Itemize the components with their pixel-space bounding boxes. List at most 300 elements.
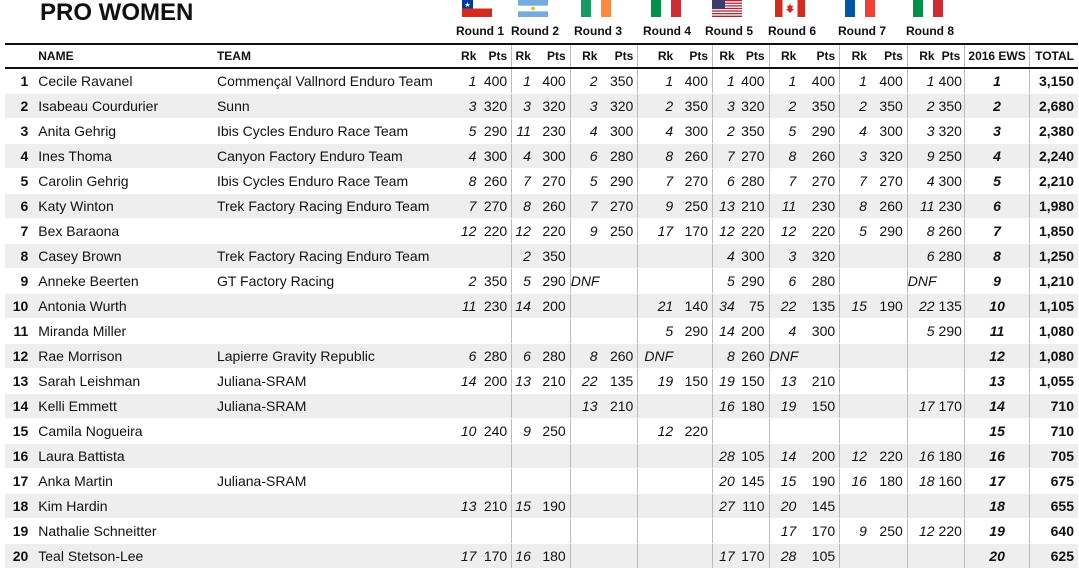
ews-rank-cell: 20	[965, 544, 1030, 569]
round-points-cell	[677, 469, 712, 494]
round-rank-cell	[907, 344, 938, 369]
ews-rank-cell: 1	[965, 68, 1030, 94]
round-rank-cell: 7	[457, 194, 480, 219]
table-row	[5, 244, 1078, 269]
round-points-cell: 170	[739, 544, 769, 569]
round-rank-cell	[457, 244, 480, 269]
round-rank-cell: 17	[457, 544, 480, 569]
round-rank-cell: 2	[769, 94, 800, 119]
round-rank-cell: DNF	[907, 269, 938, 294]
round-rank-cell	[570, 319, 601, 344]
round-rank-cell: 20	[769, 494, 800, 519]
round-rank-cell: 2	[457, 269, 480, 294]
round-points-cell: 140	[677, 294, 712, 319]
ews-header: 2016 EWS	[965, 44, 1030, 68]
round-rank-cell: 28	[713, 444, 739, 469]
round-label: Round 6	[768, 24, 816, 38]
round-points-cell: 280	[739, 169, 769, 194]
rider-name-cell: Teal Stetson-Lee	[34, 544, 217, 569]
round-rank-cell	[638, 519, 677, 544]
round-rank-cell: 17	[907, 394, 938, 419]
table-row	[5, 94, 1078, 119]
total-points-cell: 2,240	[1029, 144, 1078, 169]
ews-rank-cell: 3	[965, 119, 1030, 144]
round-rank-cell	[638, 469, 677, 494]
round-rank-cell: 6	[907, 244, 938, 269]
round-rank-cell: 3	[512, 94, 535, 119]
position-cell: 12	[5, 344, 34, 369]
round-points-cell: 270	[739, 144, 769, 169]
rider-name-cell: Anita Gehrig	[34, 119, 217, 144]
round-label: Round 5	[705, 24, 753, 38]
round-rank-cell: 3	[907, 119, 938, 144]
team-cell	[217, 319, 457, 344]
ews-rank-cell: 8	[965, 244, 1030, 269]
round-points-cell	[739, 519, 769, 544]
round-points-cell	[939, 369, 965, 394]
round-points-cell: 400	[939, 68, 965, 94]
table-row	[5, 68, 1078, 94]
position-cell: 9	[5, 269, 34, 294]
round-points-cell: 250	[871, 519, 907, 544]
round-rank-cell: 8	[840, 194, 871, 219]
france-flag-icon	[845, 0, 875, 17]
round-rank-cell: 7	[769, 169, 800, 194]
round-points-cell	[601, 494, 637, 519]
round-points-cell: 300	[739, 244, 769, 269]
round-points-cell: 350	[739, 119, 769, 144]
round-points-cell: 145	[739, 469, 769, 494]
round-rank-cell: 27	[713, 494, 739, 519]
round-rank-cell: 13	[570, 394, 601, 419]
round-rank-cell	[570, 469, 601, 494]
round-points-cell: 270	[871, 169, 907, 194]
round-rank-cell	[457, 394, 480, 419]
team-cell: Ibis Cycles Enduro Race Team	[217, 119, 457, 144]
position-cell: 2	[5, 94, 34, 119]
round-rank-cell: 21	[638, 294, 677, 319]
round-points-cell: 110	[739, 494, 769, 519]
round-rank-cell	[570, 519, 601, 544]
rk-header: Rk	[638, 44, 677, 68]
round-points-cell	[871, 319, 907, 344]
round-rank-cell: 5	[769, 119, 800, 144]
team-cell: Trek Factory Racing Enduro Team	[217, 244, 457, 269]
round-rank-cell: DNF	[769, 344, 800, 369]
round-rank-cell: 12	[457, 219, 480, 244]
round-points-cell: 190	[800, 469, 839, 494]
round-rank-cell: 3	[769, 244, 800, 269]
round-points-cell: 300	[601, 119, 637, 144]
total-points-cell: 2,380	[1029, 119, 1078, 144]
ews-rank-cell: 10	[965, 294, 1030, 319]
round-points-cell: 260	[939, 219, 965, 244]
round-rank-cell	[512, 444, 535, 469]
round-points-cell	[871, 494, 907, 519]
round-points-cell	[677, 494, 712, 519]
round-points-cell	[677, 394, 712, 419]
round-points-cell	[871, 544, 907, 569]
round-rank-cell: 7	[512, 169, 535, 194]
ews-rank-cell: 12	[965, 344, 1030, 369]
round-rank-cell	[457, 469, 480, 494]
round-rank-cell: 5	[907, 319, 938, 344]
total-points-cell: 2,680	[1029, 94, 1078, 119]
round-points-cell: 400	[677, 68, 712, 94]
round-points-cell	[535, 469, 570, 494]
round-points-cell	[480, 444, 511, 469]
round-rank-cell	[713, 519, 739, 544]
argentina-flag-icon	[518, 0, 548, 17]
round-rank-cell: 18	[907, 469, 938, 494]
round-points-cell	[800, 419, 839, 444]
round-points-cell: 400	[800, 68, 839, 94]
round-points-cell: 280	[601, 144, 637, 169]
round-points-cell	[601, 269, 637, 294]
round-points-cell: 290	[739, 269, 769, 294]
round-points-cell: 320	[800, 244, 839, 269]
round-points-cell: 400	[480, 68, 511, 94]
round-points-cell: 150	[739, 369, 769, 394]
rk-header: Rk	[713, 44, 739, 68]
round-rank-cell: 8	[512, 194, 535, 219]
round-rank-cell: 9	[638, 194, 677, 219]
round-points-cell: 75	[739, 294, 769, 319]
round-rank-cell: 4	[638, 119, 677, 144]
table-row	[5, 269, 1078, 294]
round-rank-cell: 15	[769, 469, 800, 494]
table-header-row	[5, 44, 1078, 68]
round-points-cell: 350	[480, 269, 511, 294]
round-points-cell: 300	[871, 119, 907, 144]
round-rank-cell: 2	[907, 94, 938, 119]
round-rank-cell: 5	[840, 219, 871, 244]
round-points-cell: 220	[939, 519, 965, 544]
position-cell: 16	[5, 444, 34, 469]
round-points-cell: 320	[601, 94, 637, 119]
round-points-cell: 350	[939, 94, 965, 119]
rider-name-cell: Antonia Wurth	[34, 294, 217, 319]
round-points-cell	[871, 269, 907, 294]
round-label: Round 1	[456, 24, 504, 38]
position-cell: 1	[5, 68, 34, 94]
round-rank-cell: 5	[570, 169, 601, 194]
round-points-cell	[939, 269, 965, 294]
rider-name-cell: Anka Martin	[34, 469, 217, 494]
position-cell: 10	[5, 294, 34, 319]
ews-rank-cell: 9	[965, 269, 1030, 294]
total-points-cell: 1,080	[1029, 344, 1078, 369]
total-points-cell: 3,150	[1029, 68, 1078, 94]
position-cell: 17	[5, 469, 34, 494]
pts-header: Pts	[739, 44, 769, 68]
total-points-cell: 705	[1029, 444, 1078, 469]
round-rank-cell: 16	[907, 444, 938, 469]
round-rank-cell	[457, 319, 480, 344]
round-points-cell	[601, 419, 637, 444]
team-cell: GT Factory Racing	[217, 269, 457, 294]
round-label: Round 2	[511, 24, 559, 38]
total-points-cell: 710	[1029, 419, 1078, 444]
round-points-cell: 320	[939, 119, 965, 144]
total-points-cell: 1,105	[1029, 294, 1078, 319]
position-cell: 3	[5, 119, 34, 144]
round-points-cell	[480, 244, 511, 269]
round-points-cell: 260	[800, 144, 839, 169]
round-rank-cell: 34	[713, 294, 739, 319]
total-header: TOTAL	[1029, 44, 1078, 68]
round-rank-cell: 7	[638, 169, 677, 194]
round-points-cell: 230	[480, 294, 511, 319]
round-rank-cell	[638, 269, 677, 294]
total-points-cell: 2,210	[1029, 169, 1078, 194]
pts-header: Pts	[601, 44, 637, 68]
round-points-cell: 300	[480, 144, 511, 169]
round-points-cell	[601, 469, 637, 494]
round-points-cell: 220	[739, 219, 769, 244]
round-rank-cell: 7	[570, 194, 601, 219]
round-points-cell: 290	[871, 219, 907, 244]
ews-rank-cell: 4	[965, 144, 1030, 169]
round-rank-cell: 12	[512, 219, 535, 244]
team-cell: Lapierre Gravity Republic	[217, 344, 457, 369]
round-rank-cell: 1	[457, 68, 480, 94]
round-rank-cell: 13	[769, 369, 800, 394]
round-points-cell	[535, 394, 570, 419]
round-points-cell: 290	[800, 119, 839, 144]
round-rank-cell	[907, 544, 938, 569]
round-points-cell	[677, 519, 712, 544]
ews-rank-cell: 14	[965, 394, 1030, 419]
round-points-cell: 210	[800, 369, 839, 394]
round-points-cell: 135	[601, 369, 637, 394]
round-points-cell: 260	[739, 344, 769, 369]
position-cell: 20	[5, 544, 34, 569]
total-points-cell: 1,250	[1029, 244, 1078, 269]
position-cell: 14	[5, 394, 34, 419]
rider-name-cell: Katy Winton	[34, 194, 217, 219]
round-rank-cell	[840, 244, 871, 269]
rk-header: Rk	[840, 44, 871, 68]
round-points-cell: 320	[871, 144, 907, 169]
round-rank-cell: 8	[570, 344, 601, 369]
round-points-cell	[535, 444, 570, 469]
round-points-cell: 200	[480, 369, 511, 394]
round-rank-cell: 1	[512, 68, 535, 94]
round-rank-cell: 9	[840, 519, 871, 544]
round-rank-cell	[638, 394, 677, 419]
round-points-cell	[601, 544, 637, 569]
round-points-cell: 180	[739, 394, 769, 419]
round-points-cell: 135	[800, 294, 839, 319]
round-rank-cell: 8	[769, 144, 800, 169]
round-rank-cell: 6	[769, 269, 800, 294]
table-row	[5, 344, 1078, 369]
round-rank-cell: 12	[840, 444, 871, 469]
round-rank-cell: 6	[457, 344, 480, 369]
team-cell	[217, 294, 457, 319]
round-points-cell: 290	[601, 169, 637, 194]
round-rank-cell	[570, 419, 601, 444]
round-rank-cell: 2	[840, 94, 871, 119]
round-rank-cell: 10	[457, 419, 480, 444]
position-cell: 7	[5, 219, 34, 244]
round-points-cell: 135	[939, 294, 965, 319]
round-rank-cell: 9	[570, 219, 601, 244]
round-points-cell	[871, 369, 907, 394]
round-rank-cell: 28	[769, 544, 800, 569]
round-rank-cell: 5	[457, 119, 480, 144]
rider-name-cell: Sarah Leishman	[34, 369, 217, 394]
ews-rank-cell: 2	[965, 94, 1030, 119]
ews-rank-cell: 5	[965, 169, 1030, 194]
round-rank-cell	[638, 444, 677, 469]
round-points-cell: 230	[939, 194, 965, 219]
ews-rank-cell: 6	[965, 194, 1030, 219]
table-row	[5, 194, 1078, 219]
round-points-cell: 300	[677, 119, 712, 144]
round-rank-cell: 2	[570, 68, 601, 94]
round-points-cell: 260	[871, 194, 907, 219]
round-points-cell: 240	[480, 419, 511, 444]
round-rank-cell: 2	[512, 244, 535, 269]
round-points-cell: 350	[677, 94, 712, 119]
round-rank-cell: 2	[713, 119, 739, 144]
round-points-cell: 300	[939, 169, 965, 194]
rk-header: Rk	[512, 44, 535, 68]
canada-flag-icon	[775, 0, 805, 17]
round-points-cell: 350	[535, 244, 570, 269]
round-points-cell	[939, 419, 965, 444]
round-rank-cell: 15	[840, 294, 871, 319]
round-rank-cell: 20	[713, 469, 739, 494]
round-points-cell	[939, 494, 965, 519]
round-points-cell: 270	[601, 194, 637, 219]
pts-header: Pts	[800, 44, 839, 68]
round-rank-cell: 14	[512, 294, 535, 319]
position-cell: 5	[5, 169, 34, 194]
round-rank-cell	[840, 394, 871, 419]
position-cell: 4	[5, 144, 34, 169]
round-rank-cell: 1	[638, 68, 677, 94]
round-rank-cell: 19	[713, 369, 739, 394]
rider-name-cell: Kelli Emmett	[34, 394, 217, 419]
round-points-cell: 260	[677, 144, 712, 169]
team-cell: Commençal Vallnord Enduro Team	[217, 68, 457, 94]
italy-flag-icon	[913, 0, 943, 17]
round-points-cell: 145	[800, 494, 839, 519]
rider-name-cell: Miranda Miller	[34, 319, 217, 344]
round-rank-cell: 4	[713, 244, 739, 269]
round-points-cell	[939, 544, 965, 569]
round-points-cell: 280	[800, 269, 839, 294]
total-points-cell: 625	[1029, 544, 1078, 569]
round-rank-cell	[840, 269, 871, 294]
round-rank-cell	[570, 294, 601, 319]
round-rank-cell: 17	[713, 544, 739, 569]
total-points-cell: 1,850	[1029, 219, 1078, 244]
round-points-cell: 230	[535, 119, 570, 144]
round-rank-cell	[457, 444, 480, 469]
round-rank-cell: 5	[713, 269, 739, 294]
round-rank-cell: 13	[713, 194, 739, 219]
round-points-cell: 150	[800, 394, 839, 419]
round-rank-cell: 1	[840, 68, 871, 94]
round-points-cell	[677, 444, 712, 469]
round-rank-cell: 14	[769, 444, 800, 469]
round-points-cell: 290	[939, 319, 965, 344]
round-rank-cell	[907, 369, 938, 394]
round-rank-cell: 4	[840, 119, 871, 144]
round-rank-cell	[512, 319, 535, 344]
total-points-cell: 710	[1029, 394, 1078, 419]
round-points-cell	[601, 444, 637, 469]
total-points-cell: 1,080	[1029, 319, 1078, 344]
round-rank-cell: 8	[907, 219, 938, 244]
rider-name-cell: Ines Thoma	[34, 144, 217, 169]
rider-name-cell: Anneke Beerten	[34, 269, 217, 294]
round-points-cell	[535, 319, 570, 344]
rider-name-cell: Rae Morrison	[34, 344, 217, 369]
position-cell: 8	[5, 244, 34, 269]
round-points-cell	[677, 544, 712, 569]
table-row	[5, 144, 1078, 169]
round-points-cell: 180	[871, 469, 907, 494]
ews-rank-cell: 19	[965, 519, 1030, 544]
round-rank-cell: 11	[769, 194, 800, 219]
team-cell	[217, 494, 457, 519]
rider-name-cell: Cecile Ravanel	[34, 68, 217, 94]
round-points-cell	[677, 269, 712, 294]
round-points-cell: 350	[800, 94, 839, 119]
round-points-cell	[939, 344, 965, 369]
round-points-cell: 190	[535, 494, 570, 519]
team-cell	[217, 419, 457, 444]
italy-flag-icon	[651, 0, 681, 17]
team-cell: Juliana-SRAM	[217, 369, 457, 394]
rider-name-cell: Laura Battista	[34, 444, 217, 469]
position-cell: 13	[5, 369, 34, 394]
round-rank-cell	[907, 494, 938, 519]
round-rank-cell	[638, 244, 677, 269]
round-rank-cell	[840, 544, 871, 569]
round-points-cell	[871, 344, 907, 369]
round-rank-cell: 4	[570, 119, 601, 144]
round-rank-cell: 7	[713, 144, 739, 169]
round-points-cell	[480, 319, 511, 344]
rk-header: Rk	[907, 44, 938, 68]
round-points-cell: 270	[535, 169, 570, 194]
rk-header: Rk	[457, 44, 480, 68]
round-rank-cell: 11	[512, 119, 535, 144]
round-points-cell: 280	[480, 344, 511, 369]
round-points-cell: 400	[739, 68, 769, 94]
round-rank-cell: 8	[457, 169, 480, 194]
round-label: Round 4	[643, 24, 691, 38]
round-points-cell	[677, 344, 712, 369]
round-rank-cell: 6	[713, 169, 739, 194]
table-row	[5, 294, 1078, 319]
position-cell: 19	[5, 519, 34, 544]
round-rank-cell	[907, 419, 938, 444]
round-rank-cell: 22	[769, 294, 800, 319]
table-row	[5, 469, 1078, 494]
round-points-cell: 260	[601, 344, 637, 369]
round-points-cell: 250	[601, 219, 637, 244]
ews-rank-cell: 17	[965, 469, 1030, 494]
round-rank-cell	[638, 494, 677, 519]
round-rank-cell	[512, 394, 535, 419]
